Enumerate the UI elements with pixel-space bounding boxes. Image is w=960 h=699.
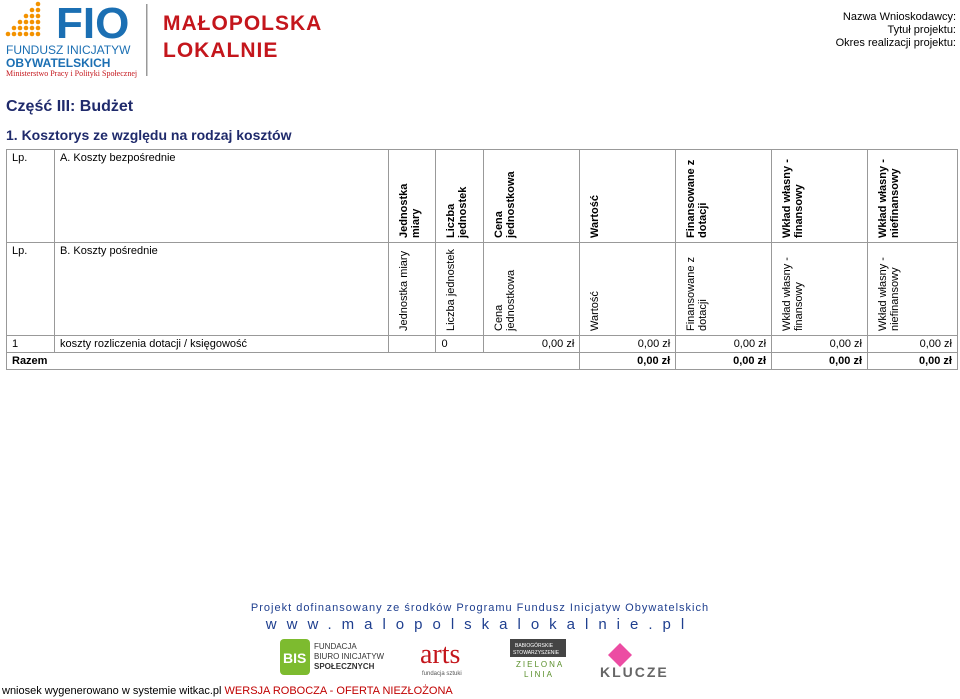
bis-line1: FUNDACJA bbox=[314, 642, 357, 651]
table-row bbox=[7, 336, 958, 353]
col-own-nonfin-b bbox=[868, 243, 958, 336]
col-value-label: Wartość bbox=[589, 195, 602, 238]
total-grant: 0,00 zł bbox=[676, 353, 772, 370]
col-price-a bbox=[484, 150, 580, 243]
row-lp: 1 bbox=[7, 336, 55, 353]
project-title-label: Tytuł projektu: bbox=[887, 24, 956, 36]
row-value: 0,00 zł bbox=[580, 336, 676, 353]
subsection-title: 1. Kosztorys ze względu na rodzaj kosztów bbox=[6, 127, 292, 143]
row-count: 0 bbox=[436, 336, 484, 353]
col-value-label: Wartość bbox=[589, 291, 602, 331]
total-row bbox=[7, 353, 958, 370]
col-grant-a bbox=[676, 150, 772, 243]
row-own-nonfin: 0,00 zł bbox=[868, 336, 958, 353]
fio-logo bbox=[6, 0, 137, 78]
col-own-fin-label: Wkład własny - finansowy bbox=[781, 257, 806, 331]
fio-logo-text: FIO bbox=[56, 0, 130, 48]
col-value-b bbox=[580, 243, 676, 336]
col-unit-label: Jednostka miary bbox=[397, 250, 410, 331]
generated-prefix: wniosek wygenerowano w systemie witkac.pl bbox=[2, 685, 222, 697]
total-own-fin: 0,00 zł bbox=[772, 353, 868, 370]
bab-line2: STOWARZYSZENIE bbox=[513, 650, 560, 656]
section-title: Część III: Budżet bbox=[6, 98, 134, 115]
col-count-label: Liczba jednostek bbox=[445, 186, 470, 238]
col-own-fin-label: Wkład własny - finansowy bbox=[781, 159, 806, 238]
section-a-title: A. Koszty bezpośrednie bbox=[54, 150, 388, 243]
col-unit-a bbox=[388, 150, 436, 243]
bis-line3: SPOŁECZNYCH bbox=[314, 662, 375, 671]
applicant-name-label: Nazwa Wnioskodawcy: bbox=[842, 11, 956, 23]
klucze-text: KLUCZE bbox=[600, 664, 669, 680]
col-grant-b bbox=[676, 243, 772, 336]
col-count-a bbox=[436, 150, 484, 243]
fio-logo-sub1: FUNDUSZ INICJATYW bbox=[6, 43, 131, 57]
arts-text: arts bbox=[420, 639, 461, 670]
col-price-label: Cena jednostkowa bbox=[493, 269, 518, 331]
col-grant-label: Finansowane z dotacji bbox=[685, 257, 710, 331]
zl-line1: ZIELONA bbox=[516, 660, 565, 669]
svg-text:BIS: BIS bbox=[283, 650, 307, 666]
bab-line1: BABIOGÓRSKIE bbox=[515, 643, 554, 649]
col-value-a bbox=[580, 150, 676, 243]
bis-line2: BIURO INICJATYW bbox=[314, 652, 385, 661]
fio-logo-sub2: OBYWATELSKICH bbox=[6, 56, 111, 70]
arts-sub: fundacja sztuki bbox=[422, 671, 462, 677]
col-unit-b bbox=[388, 243, 436, 336]
babiogorskie-logo bbox=[510, 639, 566, 679]
col-count-label: Liczba jednostek bbox=[445, 249, 458, 331]
logo-divider bbox=[146, 4, 148, 76]
zl-line2: LINIA bbox=[524, 670, 555, 679]
col-grant-label: Finansowane z dotacji bbox=[685, 159, 710, 238]
col-own-nonfin-label: Wkład własny - niefinansowy bbox=[877, 159, 902, 238]
col-price-b bbox=[484, 243, 580, 336]
total-label: Razem bbox=[7, 353, 580, 370]
row-price: 0,00 zł bbox=[484, 336, 580, 353]
section-b-header bbox=[7, 243, 958, 336]
ministry-text: Ministerstwo Pracy i Polityki Społecznej bbox=[6, 69, 138, 78]
col-price-label: Cena jednostkowa bbox=[493, 171, 518, 238]
col-own-fin-b bbox=[772, 243, 868, 336]
total-value: 0,00 zł bbox=[580, 353, 676, 370]
draft-status: WERSJA ROBOCZA - OFERTA NIEZŁOŻONA bbox=[224, 685, 453, 697]
total-own-nonfin: 0,00 zł bbox=[868, 353, 958, 370]
logos bbox=[0, 0, 340, 80]
ml-logo-line1: MAŁOPOLSKA bbox=[163, 12, 323, 35]
ml-logo-line2: LOKALNIE bbox=[163, 39, 279, 62]
arts-logo bbox=[420, 639, 462, 677]
col-own-nonfin-a bbox=[868, 150, 958, 243]
lp-header-a: Lp. bbox=[7, 150, 55, 243]
partner-logos bbox=[270, 637, 690, 681]
bis-logo bbox=[280, 639, 385, 675]
program-url[interactable]: www.malopolskalokalnie.pl bbox=[265, 616, 695, 633]
generated-note bbox=[2, 685, 453, 697]
applicant-info bbox=[836, 11, 956, 50]
malopolska-lokalnie-logo bbox=[163, 12, 322, 62]
col-own-fin-a bbox=[772, 150, 868, 243]
section-b-title: B. Koszty pośrednie bbox=[54, 243, 388, 336]
col-count-b bbox=[436, 243, 484, 336]
klucze-logo bbox=[600, 643, 669, 680]
col-unit-label: Jednostka miary bbox=[397, 183, 422, 238]
row-unit bbox=[388, 336, 436, 353]
budget-table bbox=[6, 149, 958, 370]
row-own-fin: 0,00 zł bbox=[772, 336, 868, 353]
project-period-label: Okres realizacji projektu: bbox=[835, 37, 956, 49]
section-a-header bbox=[7, 150, 958, 243]
funding-note: Projekt dofinansowany ze środków Programu Fundusz Inicjatyw Obywatelskich bbox=[250, 602, 710, 614]
lp-header-b: Lp. bbox=[7, 243, 55, 336]
row-grant: 0,00 zł bbox=[676, 336, 772, 353]
col-own-nonfin-label: Wkład własny - niefinansowy bbox=[877, 257, 902, 331]
row-name: koszty rozliczenia dotacji / księgowość bbox=[54, 336, 388, 353]
